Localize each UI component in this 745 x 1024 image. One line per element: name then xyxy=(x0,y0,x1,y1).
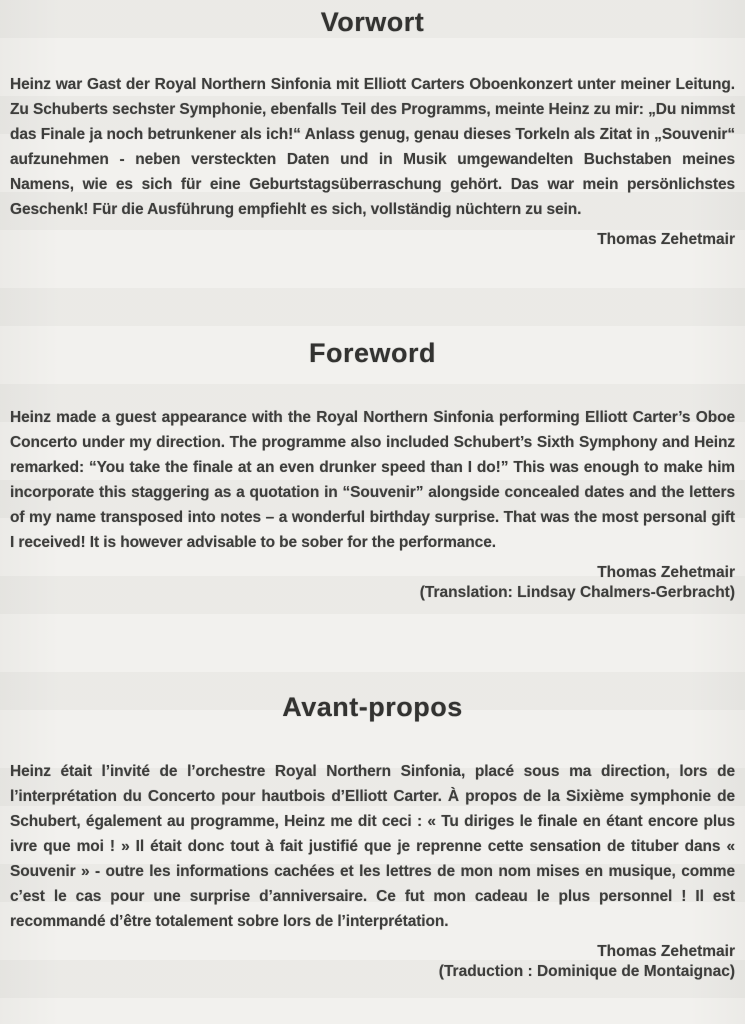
section-title-vorwort: Vorwort xyxy=(320,7,425,37)
signature-vorwort: Thomas Zehetmair xyxy=(597,231,735,248)
translation-credit-avant-propos: (Traduction : Dominique de Montaignac) xyxy=(438,963,735,980)
section-vorwort xyxy=(10,4,735,250)
section-avant-propos xyxy=(10,689,735,982)
translation-credit-foreword: (Translation: Lindsay Chalmers-Gerbracht) xyxy=(419,584,735,601)
section-body-foreword: Heinz made a guest appearance with the Royal Northern Sinfonia performing Elliott Carter’s Oboe Concerto under my direction. The programme also included Schubert’s Sixth Symphony and Heinz remarked: “You take the finale at an even drunker speed than I do!” This was enough to make him incorporate this staggering as a quotation in “Souvenir” alongside concealed dates and the letters of my name transposed into notes – a wonderful birthday surprise. That was the most personal gift I received! It is however advisable to be sober for the performance. xyxy=(10,409,735,551)
signature-foreword: Thomas Zehetmair xyxy=(597,564,735,581)
signature-avant-propos: Thomas Zehetmair xyxy=(597,943,735,960)
section-body-avant-propos: Heinz était l’invité de l’orchestre Royal Northern Sinfonia, placé sous ma direction, lors de l’interprétation du Concerto pour hautbois d’Elliott Carter. À propos de la Sixième symphonie de Schubert, également au programme, Heinz me dit ceci : « Tu diriges le finale en étant encore plus ivre que moi ! » Il était donc tout à fait justifié que je reprenne cette sensation de tituber dans « Souvenir » - outre les informations cachées et les lettres de mon nom mises en musique, comme c’est le cas pour une surprise d’anniversaire. Ce fut mon cadeau le plus personnel ! Il est recommandé d’être totalement sobre lors de l’interprétation. xyxy=(10,763,735,930)
section-title-foreword: Foreword xyxy=(308,338,436,368)
section-body-vorwort: Heinz war Gast der Royal Northern Sinfonia mit Elliott Carters Oboenkonzert unter meiner Leitung. Zu Schuberts sechster Symphonie, ebenfalls Teil des Programms, meinte Heinz zu mir: „Du nimmst das Finale ja noch betrunkener als ich!“ Anlass genug, genau dieses Torkeln als Zitat in „Souvenir“ aufzunehmen - neben versteckten Daten und in Musik umgewandelten Buchstaben meines Namens, wie es sich für eine Geburtstagsüberraschung gehört. Das war mein persönlichstes Geschenk! Für die Ausführung empfiehlt es sich, vollständig nüchtern zu sein. xyxy=(10,76,735,218)
section-foreword xyxy=(10,335,735,603)
scanned-content xyxy=(10,4,735,982)
section-title-avant-propos: Avant-propos xyxy=(282,692,463,722)
